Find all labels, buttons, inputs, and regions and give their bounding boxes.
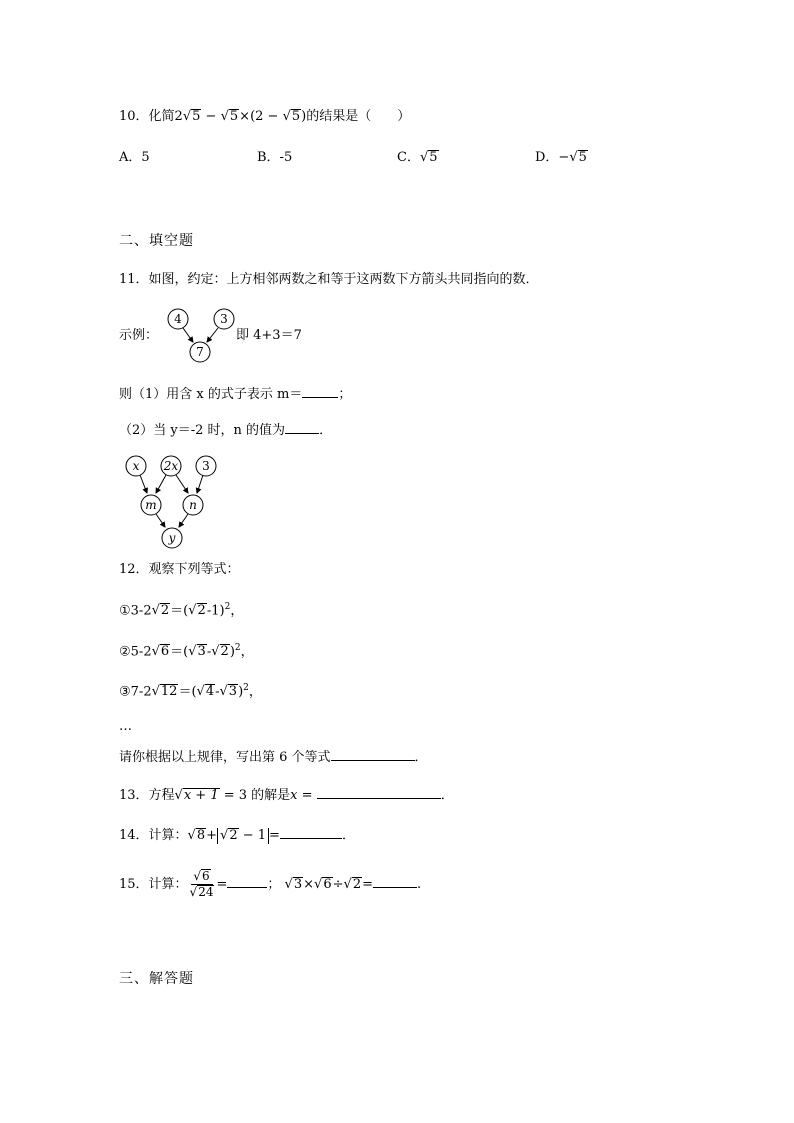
q12-equation-3: $③7-2√12=(√4-√3)^2$， bbox=[119, 683, 262, 700]
q15-answer-blank-2[interactable] bbox=[373, 875, 417, 888]
q11-part-1: 则（1）用含 x 的式子表示 m＝ ； bbox=[119, 387, 352, 402]
node-3: 3 bbox=[202, 459, 210, 473]
q10-suffix: 的结果是（ ） bbox=[306, 109, 411, 124]
q12-answer-blank[interactable] bbox=[331, 748, 415, 761]
example-node-sum: 7 bbox=[196, 345, 204, 359]
question-10 bbox=[119, 108, 410, 126]
example-node-2: 3 bbox=[220, 312, 228, 326]
q10-option-a[interactable]: A．5 bbox=[119, 150, 150, 165]
question-13: 13．方程√x + 1 = 3 的解是x = ． bbox=[119, 788, 454, 803]
q11-answer-blank-2[interactable] bbox=[285, 421, 319, 434]
absolute-value: √2 − 1 bbox=[217, 828, 269, 844]
q14-answer-blank[interactable] bbox=[280, 826, 342, 839]
question-14: 14．计算：√8+ √2 − 1 = ． bbox=[119, 828, 355, 843]
q11-example-text: 即 4+3＝7 bbox=[236, 328, 302, 343]
q12-equation-1: $①3-2√2=(√2-1)^2$， bbox=[119, 602, 244, 619]
q13-answer-blank[interactable] bbox=[317, 786, 441, 799]
q12-question: 请你根据以上规律，写出第 6 个等式 ． bbox=[119, 750, 428, 765]
section-3-heading: 三、解答题 bbox=[119, 971, 194, 987]
q10-number: 10．化简 bbox=[119, 109, 175, 124]
section-2-heading: 二、填空题 bbox=[119, 233, 194, 249]
node-2x: 2x bbox=[163, 459, 179, 473]
q15-answer-blank-1[interactable] bbox=[227, 875, 267, 888]
node-n: n bbox=[189, 498, 197, 512]
q11-part-2: （2）当 y＝-2 时，n 的值为 ． bbox=[119, 423, 333, 438]
q11-example-label: 示例： bbox=[119, 328, 159, 343]
q10-option-c[interactable]: C．√5 bbox=[397, 150, 438, 165]
q11-example-diagram bbox=[160, 305, 240, 365]
question-15: 15．计算： $\frac{√6}{√24}$ = ； √3×√6÷√2= . bbox=[119, 869, 422, 899]
q10-expression: 2√5 − √5×(2 − √5) bbox=[174, 109, 307, 124]
example-node-1: 4 bbox=[174, 312, 182, 326]
q12-ellipsis: … bbox=[119, 719, 132, 734]
node-x: x bbox=[132, 459, 140, 473]
q12-stem: 12．观察下列等式： bbox=[119, 562, 240, 577]
q15-fraction: $\frac{√6}{√24}$ bbox=[189, 869, 214, 899]
node-m: m bbox=[145, 498, 157, 512]
q12-equation-2: $②5-2√6=(√3-√2)^2$， bbox=[119, 643, 254, 660]
q11-diagram bbox=[120, 452, 230, 552]
q10-option-d[interactable]: D．−√5 bbox=[535, 150, 587, 165]
q10-option-b[interactable]: B．-5 bbox=[257, 150, 293, 165]
q11-answer-blank-1[interactable] bbox=[302, 385, 338, 398]
q11-stem: 11．如图，约定：上方相邻两数之和等于这两数下方箭头共同指向的数． bbox=[119, 272, 539, 287]
node-y: y bbox=[168, 531, 176, 545]
